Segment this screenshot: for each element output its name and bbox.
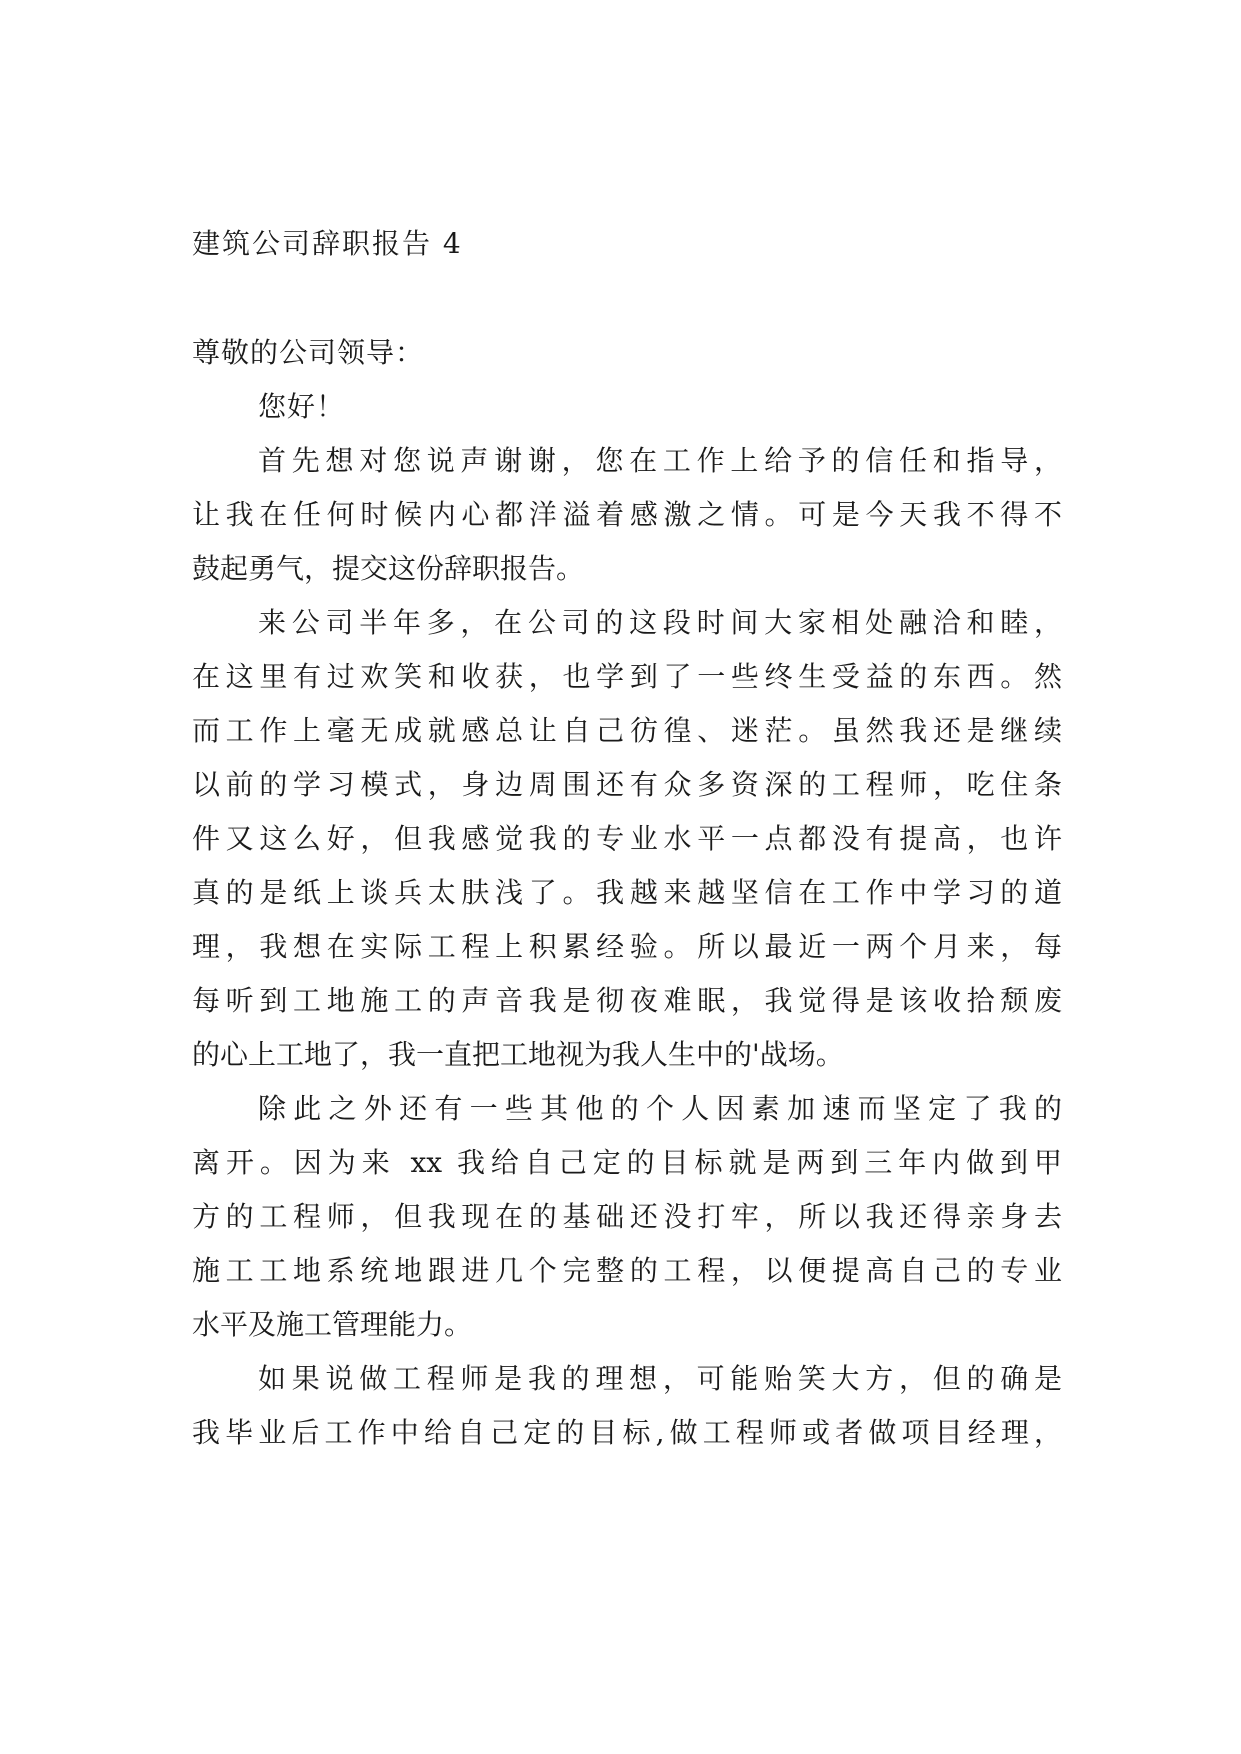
paragraph-line: 在这里有过欢笑和收获，也学到了一些终生受益的东西。然 (192, 660, 1062, 693)
paragraph-line: 真的是纸上谈兵太肤浅了。我越来越坚信在工作中学习的道 (192, 876, 1062, 909)
paragraph-line: 让我在任何时候内心都洋溢着感激之情。可是今天我不得不 (192, 498, 1062, 531)
paragraph-line: 水平及施工管理能力。 (192, 1308, 473, 1341)
paragraph-line: 施工工地系统地跟进几个完整的工程，以便提高自己的专业 (192, 1254, 1062, 1287)
paragraph-line: 除此之外还有一些其他的个人因素加速而坚定了我的 (258, 1092, 1062, 1125)
document-title: 建筑公司辞职报告 4 (192, 227, 463, 260)
paragraph-line: 首先想对您说声谢谢，您在工作上给予的信任和指导， (258, 444, 1062, 477)
paragraph-line: 而工作上毫无成就感总让自己彷徨、迷茫。虽然我还是继续 (192, 714, 1062, 747)
paragraph-line: 理，我想在实际工程上积累经验。所以最近一两个月来，每 (192, 930, 1062, 963)
paragraph-line: 以前的学习模式，身边周围还有众多资深的工程师，吃住条 (192, 768, 1062, 801)
paragraph-line: 来公司半年多，在公司的这段时间大家相处融洽和睦， (258, 606, 1062, 639)
paragraph-line: 方的工程师，但我现在的基础还没打牢，所以我还得亲身去 (192, 1200, 1062, 1233)
salutation: 尊敬的公司领导： (192, 336, 425, 369)
document-body (192, 326, 1062, 1460)
greeting: 您好！ (258, 390, 346, 423)
paragraph-line: 鼓起勇气，提交这份辞职报告。 (192, 552, 585, 585)
paragraph-line: 如果说做工程师是我的理想，可能贻笑大方，但的确是 (258, 1362, 1062, 1395)
paragraph-line: 件又这么好，但我感觉我的专业水平一点都没有提高，也许 (192, 822, 1062, 855)
paragraph-line: 离开。因为来 xx 我给自己定的目标就是两到三年内做到甲 (192, 1146, 1062, 1179)
paragraph-line: 每听到工地施工的声音我是彻夜难眠，我觉得是该收拾颓废 (192, 984, 1062, 1017)
paragraph-line: 我毕业后工作中给自己定的目标,做工程师或者做项目经理， (192, 1416, 1062, 1449)
paragraph-line: 的心上工地了，我一直把工地视为我人生中的'战场。 (192, 1038, 844, 1071)
